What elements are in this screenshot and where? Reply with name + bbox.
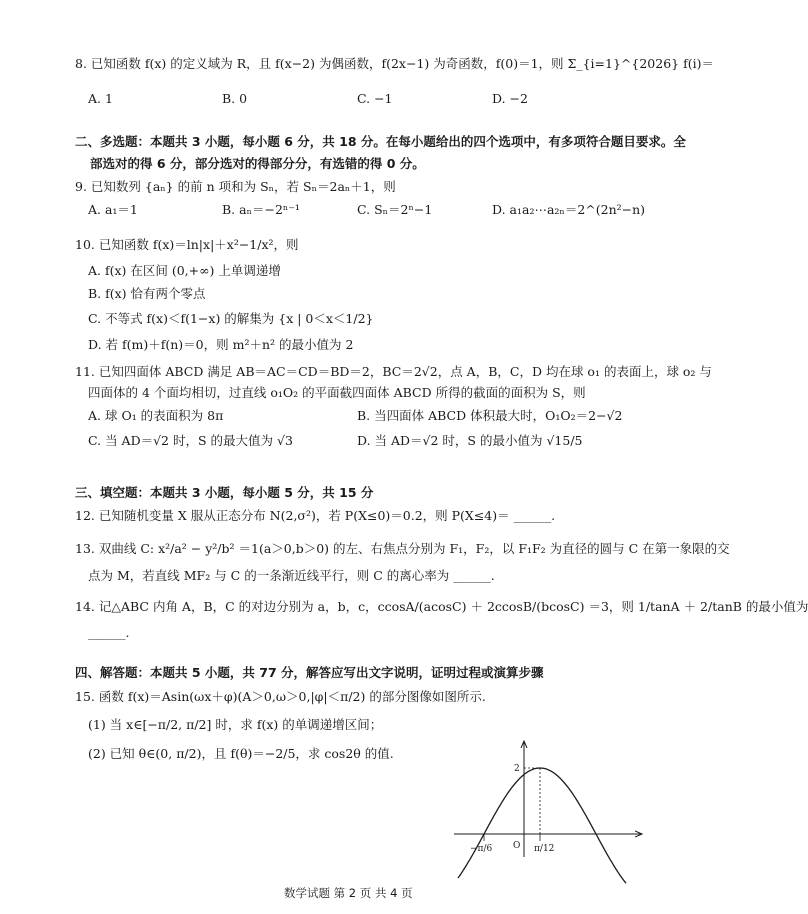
x-right-label: π/12	[534, 844, 555, 854]
q14-stem-line2: ______.	[88, 625, 130, 640]
origin-label: O	[513, 841, 521, 851]
q15-stem: 15. 函数 f(x)＝Asin(ωx＋φ)(A＞0,ω＞0,|φ|＜π/2) 的部分图像如图所示.	[75, 689, 486, 704]
section-3-header: 三、填空题：本题共 3 小题，每小题 5 分，共 15 分	[75, 485, 374, 500]
q11-option-d: D. 当 AD＝√2 时，S 的最小值为 √15/5	[357, 433, 583, 448]
q8-option-c: C. −1	[357, 91, 393, 106]
section-4-header: 四、解答题：本题共 5 小题，共 77 分，解答应写出文字说明，证明过程或演算步骤	[75, 665, 544, 680]
y-max-label: 2	[514, 764, 520, 774]
q15-part1: (1) 当 x∈[−π/2, π/2] 时，求 f(x) 的单调递增区间；	[88, 717, 383, 732]
q10-option-b: B. f(x) 恰有两个零点	[88, 286, 206, 301]
q10-option-a: A. f(x) 在区间 (0,+∞) 上单调递增	[88, 263, 281, 278]
section-2-header-line1: 二、多选题：本题共 3 小题，每小题 6 分，共 18 分。在每小题给出的四个选项中，有多项符合题目要求。全	[75, 134, 686, 149]
q13-stem-line1: 13. 双曲线 C: x²/a² − y²/b² ＝1(a＞0,b＞0) 的左、右焦点分别为 F₁，F₂，以 F₁F₂ 为直径的圆与 C 在第一象限的交	[75, 541, 730, 556]
q9-stem: 9. 已知数列 {aₙ} 的前 n 项和为 Sₙ，若 Sₙ＝2aₙ＋1，则	[75, 179, 396, 194]
q14-stem-line1: 14. 记△ABC 内角 A，B，C 的对边分别为 a，b，c，ccosA/(acosC) ＋ 2ccosB/(bcosC) ＝3，则 1/tanA ＋ 2/tanB 的最小值为	[75, 599, 808, 614]
section-2-header-line2: 部选对的得 6 分，部分选对的得部分分，有选错的得 0 分。	[90, 156, 425, 171]
q10-option-d: D. 若 f(m)＋f(n)＝0，则 m²＋n² 的最小值为 2	[88, 337, 354, 352]
q15-part2: (2) 已知 θ∈(0, π/2)，且 f(θ)＝−2/5，求 cos2θ 的值.	[88, 746, 394, 761]
q9-option-d: D. a₁a₂⋯a₂ₙ＝2^(2n²−n)	[492, 202, 646, 217]
q10-option-c: C. 不等式 f(x)＜f(1−x) 的解集为 {x | 0＜x＜1/2}	[88, 311, 374, 326]
sine-curve	[458, 768, 626, 883]
q8-option-a: A. 1	[88, 91, 113, 106]
q8-stem: 8. 已知函数 f(x) 的定义域为 R，且 f(x−2) 为偶函数，f(2x−1) 为奇函数，f(0)＝1，则 Σ_{i=1}^{2026} f(i)＝	[75, 56, 714, 71]
q8-option-b: B. 0	[222, 91, 248, 106]
page-footer: 数学试题 第 2 页 共 4 页	[284, 886, 413, 900]
q12-stem: 12. 已知随机变量 X 服从正态分布 N(2,σ²)，若 P(X≤0)＝0.2，则 P(X≤4)＝ ______.	[75, 508, 556, 523]
q11-option-b: B. 当四面体 ABCD 体积最大时，O₁O₂＝2−√2	[357, 408, 623, 423]
q11-stem-line2: 四面体的 4 个面均相切，过直线 o₁O₂ 的平面截四面体 ABCD 所得的截面的面积为 S，则	[88, 385, 586, 400]
q9-option-a: A. a₁＝1	[88, 202, 138, 217]
x-left-label: −π/6	[470, 844, 493, 854]
q11-option-c: C. 当 AD＝√2 时，S 的最大值为 √3	[88, 433, 293, 448]
q11-stem-line1: 11. 已知四面体 ABCD 满足 AB＝AC＝CD＝BD＝2，BC＝2√2，点 A，B，C，D 均在球 o₁ 的表面上，球 o₂ 与	[75, 364, 712, 379]
q13-stem-line2: 点为 M，若直线 MF₂ 与 C 的一条渐近线平行，则 C 的离心率为 ______.	[88, 568, 495, 583]
q9-option-c: C. Sₙ＝2ⁿ−1	[357, 202, 433, 217]
q9-option-b: B. aₙ＝−2ⁿ⁻¹	[222, 202, 300, 217]
q11-option-a: A. 球 O₁ 的表面积为 8π	[88, 408, 224, 423]
q15-graph	[450, 735, 650, 865]
q10-stem: 10. 已知函数 f(x)＝ln|x|＋x²−1/x²，则	[75, 237, 299, 252]
q8-option-d: D. −2	[492, 91, 528, 106]
